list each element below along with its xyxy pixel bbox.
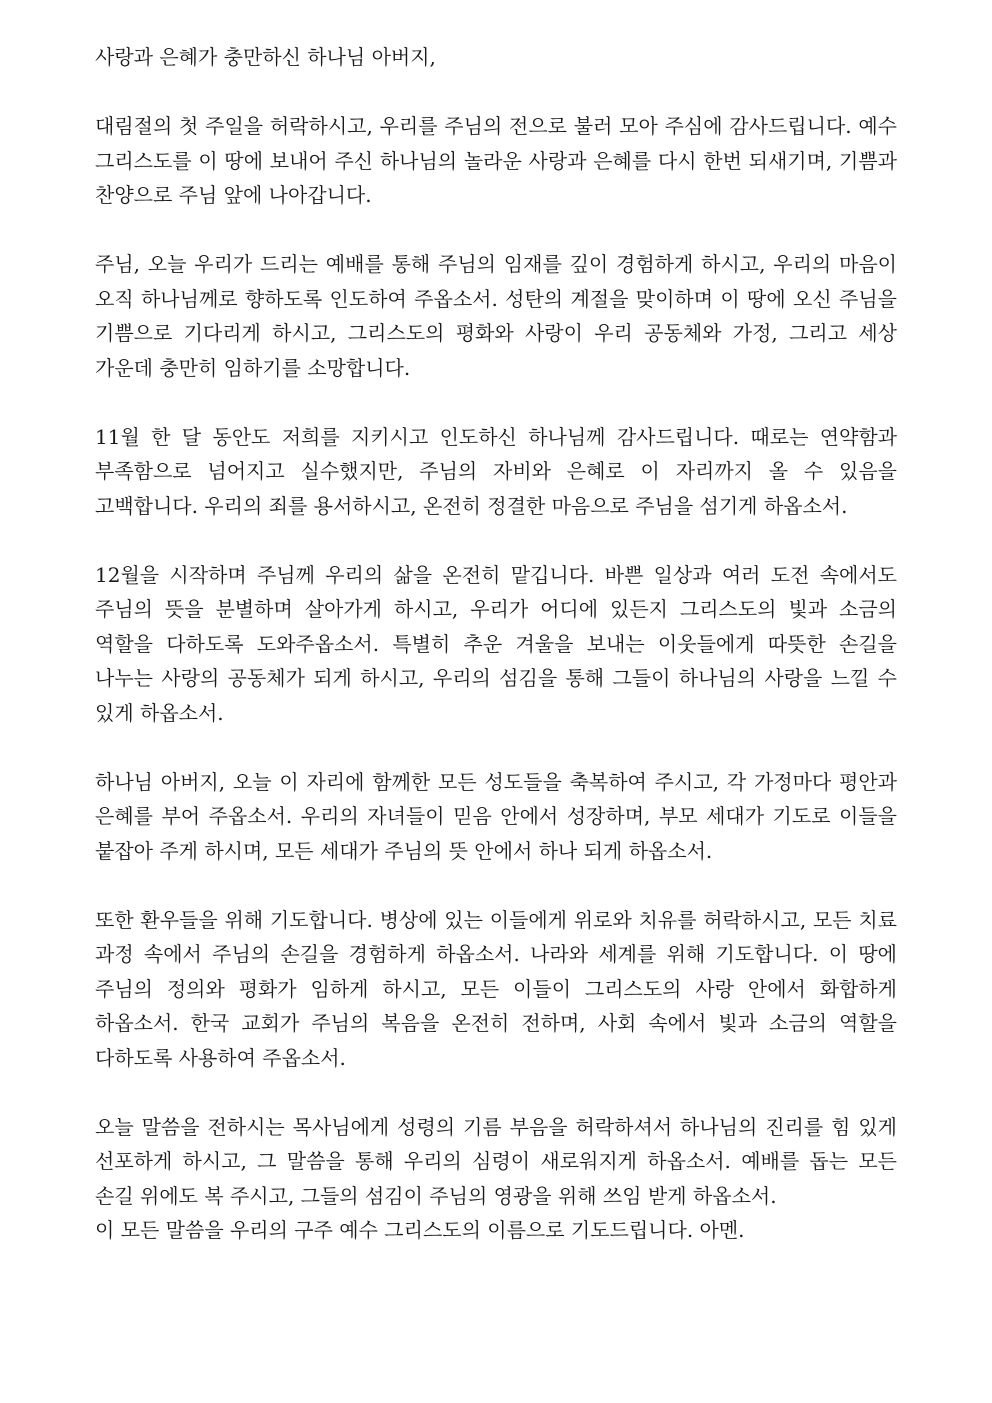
paragraph-worship-presence: 주님, 오늘 우리가 드리는 예배를 통해 주님의 임재를 깊이 경험하게 하시고, 우리의 마음이 오직 하나님께로 향하도록 인도하여 주옵소서. 성탄의 계절을 맞이하며 이 땅에 오신 주님을 기쁨으로 기다리게 하시고, 그리스도의 평화와 사랑이 우리 공동체와 가정, 그리고 세상 가운데 충만히 임하기를 소망합니다. <box>95 252 897 380</box>
salutation: 사랑과 은혜가 충만하신 하나님 아버지, <box>95 45 436 69</box>
paragraph-congregation-blessing: 하나님 아버지, 오늘 이 자리에 함께한 모든 성도들을 축복하여 주시고, 각 가정마다 평안과 은혜를 부어 주옵소서. 우리의 자녀들이 믿음 안에서 성장하며, 부모 세대가 기도로 이들을 붙잡아 주게 하시며, 모든 세대가 주님의 뜻 안에서 하나 되게 하옵소서. <box>95 769 897 863</box>
paragraph-intercession: 또한 환우들을 위해 기도합니다. 병상에 있는 이들에게 위로와 치유를 허락하시고, 모든 치료 과정 속에서 주님의 손길을 경험하게 하옵소서. 나라와 세계를 위해 기도합니다. 이 땅에 주님의 정의와 평화가 임하게 하시고, 모든 이들이 그리스도의 사랑 안에서 화합하게 하옵소서. 한국 교회가 주님의 복음을 온전히 전하며, 사회 속에서 빛과 소금의 역할을 다하도록 사용하여 주옵소서. <box>95 907 897 1070</box>
paragraph-advent-thanks: 대림절의 첫 주일을 허락하시고, 우리를 주님의 전으로 불러 모아 주심에 감사드립니다. 예수 그리스도를 이 땅에 보내어 주신 하나님의 놀라운 사랑과 은혜를 다시 한번 되새기며, 기쁨과 찬양으로 주님 앞에 나아갑니다. <box>95 114 897 207</box>
paragraph-december-start: 12월을 시작하며 주님께 우리의 삶을 온전히 맡깁니다. 바쁜 일상과 여러 도전 속에서도 주님의 뜻을 분별하며 살아가게 하시고, 우리가 어디에 있든지 그리스도의 빛과 소금의 역할을 다하도록 도와주옵소서. 특별히 추운 겨울을 보내는 이웃들에게 따뜻한 손길을 나누는 사랑의 공동체가 되게 하시고, 우리의 섬김을 통해 그들이 하나님의 사랑을 느낄 수 있게 하옵소서. <box>95 562 897 725</box>
paragraph-november-thanks: 11월 한 달 동안도 저희를 지키시고 인도하신 하나님께 감사드립니다. 때로는 연약함과 부족함으로 넘어지고 실수했지만, 주님의 자비와 은혜로 이 자리까지 올 수 있음을 고백합니다. 우리의 죄를 용서하시고, 온전히 정결한 마음으로 주님을 섬기게 하옵소서. <box>95 424 897 518</box>
closing-line: 이 모든 말씀을 우리의 구주 예수 그리스도의 이름으로 기도드립니다. 아멘. <box>95 1218 745 1242</box>
paragraph-pastor-blessing: 오늘 말씀을 전하시는 목사님에게 성령의 기름 부음을 허락하셔서 하나님의 진리를 힘 있게 선포하게 하시고, 그 말씀을 통해 우리의 심령이 새로워지게 하옵소서. 예배를 돕는 모든 손길 위에도 복 주시고, 그들의 섬김이 주님의 영광을 위해 쓰임 받게 하옵소서. <box>95 1114 897 1208</box>
